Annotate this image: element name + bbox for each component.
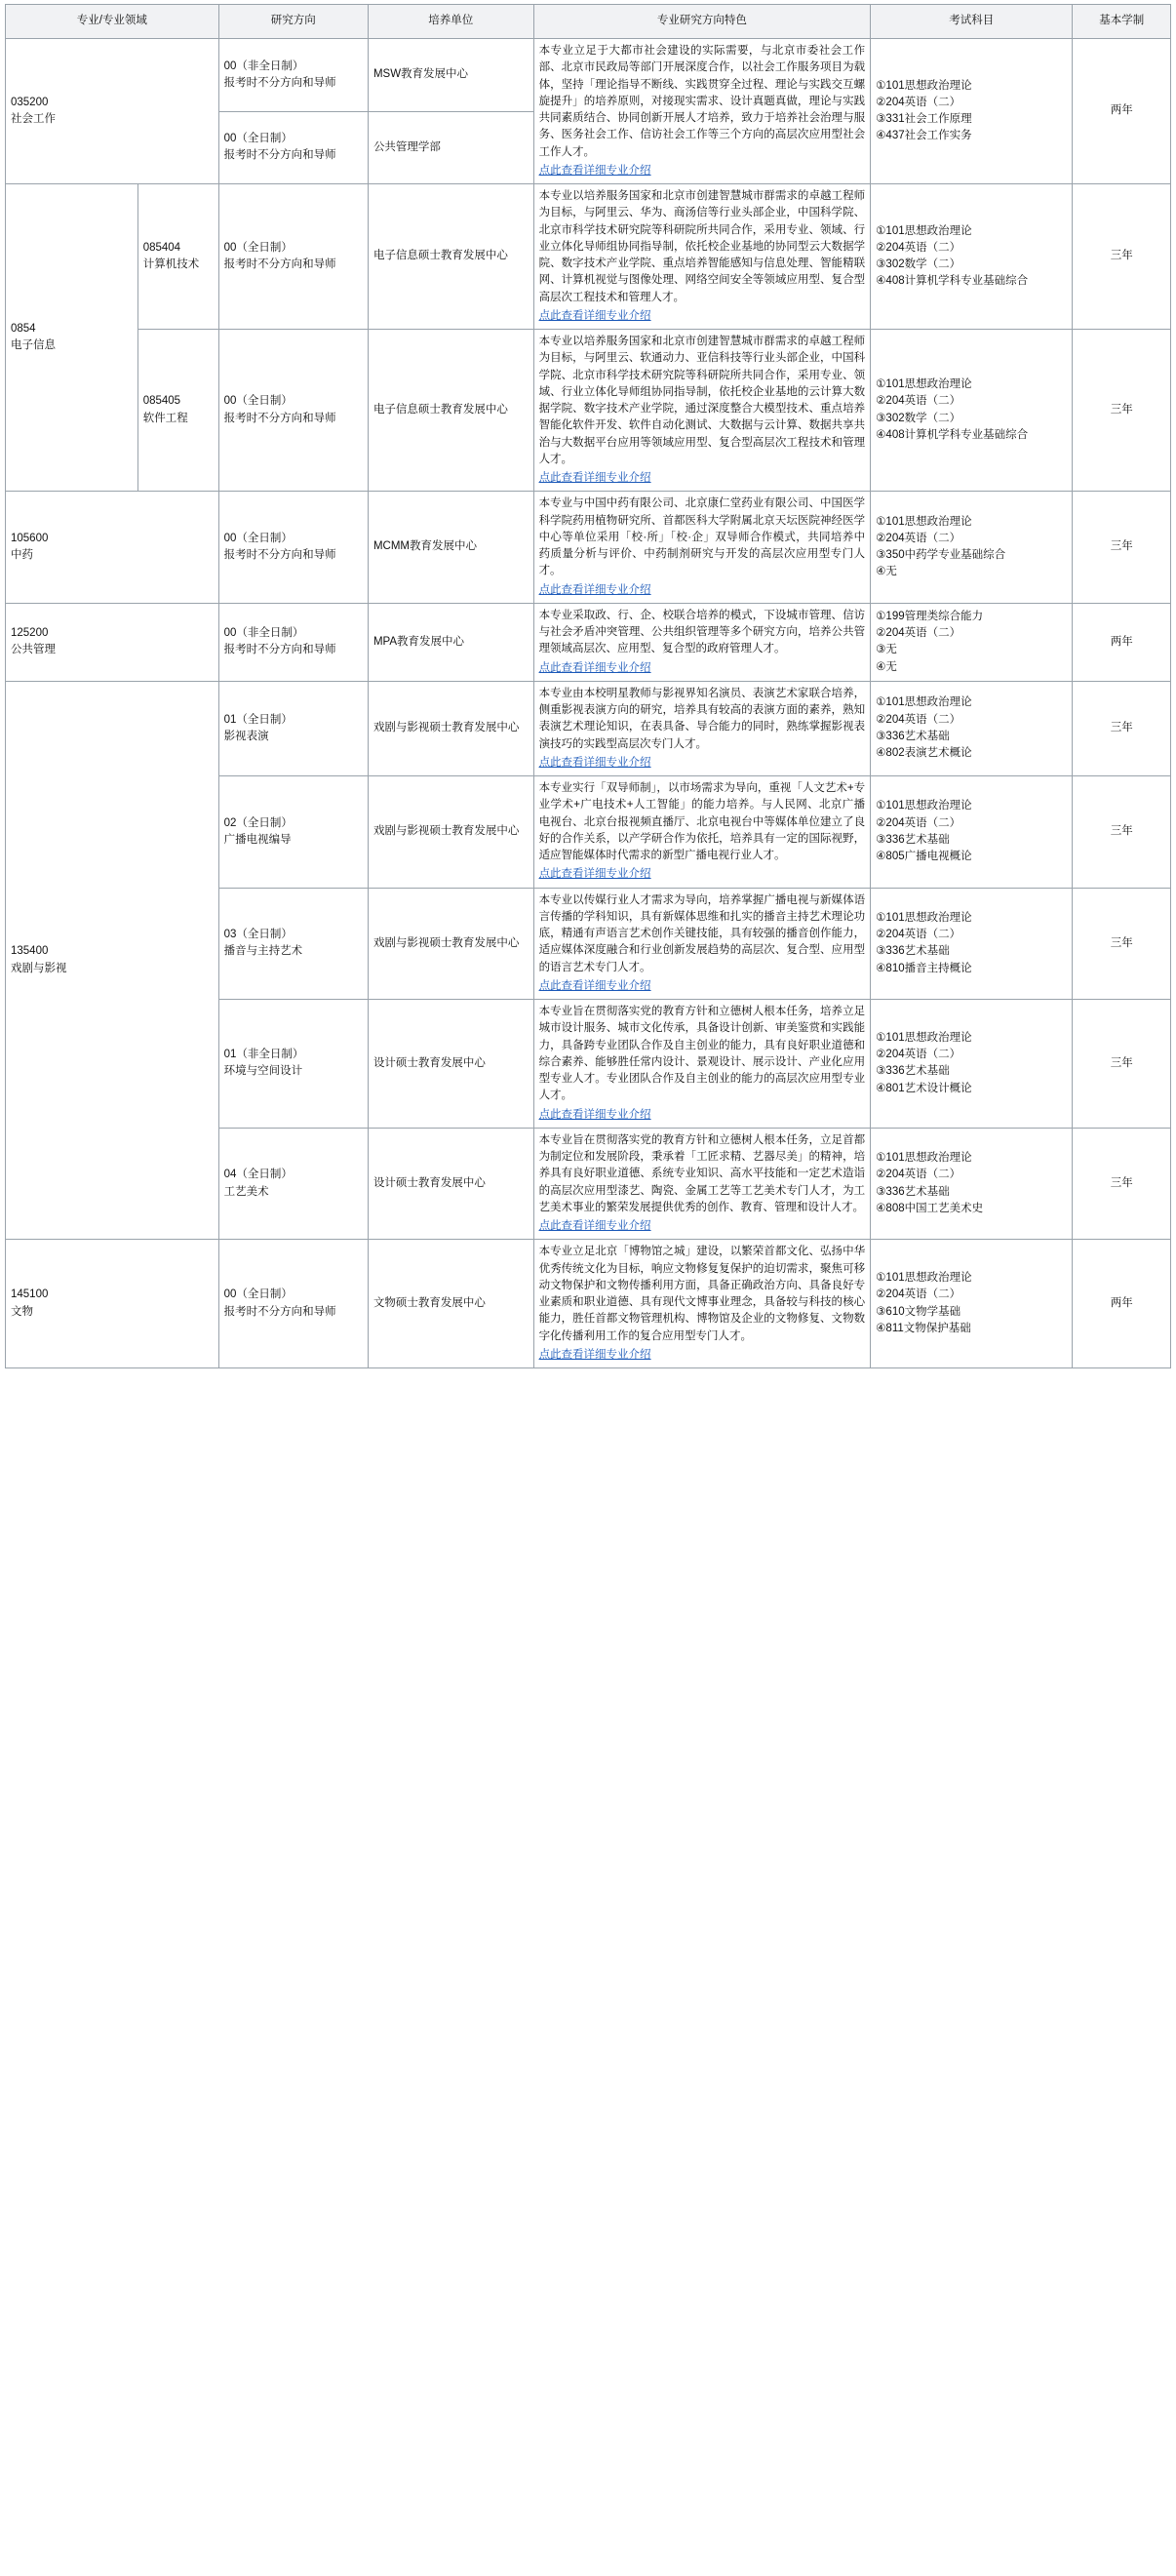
exam-subject: ④437社会工作实务: [876, 130, 972, 142]
exam-subject: ②204英语（二）: [876, 532, 961, 544]
major-name: 社会工作: [11, 113, 56, 125]
detail-link[interactable]: 点此查看详细专业介绍: [538, 1348, 651, 1361]
exam-subject: ②204英语（二）: [876, 395, 961, 408]
detail-link[interactable]: 点此查看详细专业介绍: [538, 1108, 651, 1121]
study-years-cell: 三年: [1073, 888, 1171, 1000]
detail-link[interactable]: 点此查看详细专业介绍: [538, 868, 651, 881]
detail-link[interactable]: 点此查看详细专业介绍: [538, 756, 651, 769]
major-code: 105600: [11, 532, 49, 544]
exam-subject: ①101思想政治理论: [876, 224, 972, 237]
exam-subject: ①199管理类综合能力: [876, 610, 984, 622]
exam-subjects-cell: [871, 603, 1073, 681]
exam-subject: ④802表演艺术概论: [876, 747, 972, 760]
direction-code: 01（非全日制）: [223, 1049, 304, 1061]
direction-code: 04（全日制）: [223, 1169, 293, 1181]
exam-subject: ③336艺术基础: [876, 1065, 950, 1078]
field-cell: [137, 330, 218, 492]
exam-subjects-cell: [871, 330, 1073, 492]
feature-text: 本专业立足于大都市社会建设的实际需要，与北京市委社会工作部、北京市民政局等部门开展深度合作，以社会工作服务项目为载体，坚持「理论指导不断线、实践贯穿全过程、理论与实践交互螺旋提升」的培养原则，对接现实需求、设计真题真做，理论与实践共同素质结合、协同创新开展人才培养，致力于培养社会治理与服务、医务社会工作、信访社会工作等三个方向的高层次应用型社会工作人才。: [538, 45, 866, 158]
exam-subject: ③336艺术基础: [876, 1185, 950, 1198]
exam-subject: ④408计算机学科专业基础综合: [876, 428, 1029, 441]
column-header-unit: 培养单位: [368, 5, 533, 39]
training-unit-cell: 设计硕士教育发展中心: [368, 1000, 533, 1129]
exam-subject: ①101思想政治理论: [876, 696, 972, 709]
major-code-cell: [6, 681, 219, 1240]
direction-note: 报考时不分方向和导师: [223, 549, 336, 561]
training-unit-cell: 设计硕士教育发展中心: [368, 1128, 533, 1240]
exam-subject: ④808中国工艺美术史: [876, 1202, 984, 1214]
exam-subjects-cell: [871, 39, 1073, 184]
direction-note: 广播电视编导: [223, 833, 292, 846]
column-header-years: 基本学制: [1073, 5, 1171, 39]
training-unit-cell: 公共管理学部: [368, 111, 533, 184]
training-unit-cell: MSW教育发展中心: [368, 39, 533, 112]
feature-text: 本专业以培养服务国家和北京市创建智慧城市群需求的卓越工程师为目标，与阿里云、软通动力、亚信科技等行业头部企业，中国科学院、北京市科学技术研究院等科研院所共同合作，采用专业、领域、行业立体化导师组协同指导制，依托校企业基地的云计算大数据学院、数字技术产业学院，通过深度整合大模型技术、重点培养智能化软件开发、软件自动化测试、大数据与云计算、数据共享共治与大数据平台应用等领域应用型、复合型高层次工程技术和管理人才。: [538, 336, 866, 465]
field-cell: [137, 184, 218, 330]
column-header-exam: 考试科目: [871, 5, 1073, 39]
training-unit-cell: 文物硕士教育发展中心: [368, 1240, 533, 1368]
direction-cell: [218, 888, 368, 1000]
study-years-cell: 三年: [1073, 330, 1171, 492]
exam-subject: ②204英语（二）: [876, 241, 961, 254]
major-name: 电子信息: [11, 339, 56, 352]
table-row: [6, 492, 1171, 604]
column-header-direction: 研究方向: [218, 5, 368, 39]
major-name: 中药: [11, 549, 33, 561]
detail-link[interactable]: 点此查看详细专业介绍: [538, 164, 651, 177]
study-years-cell: 三年: [1073, 184, 1171, 330]
table-row: [6, 39, 1171, 112]
major-code: 145100: [11, 1288, 49, 1301]
study-years-cell: 三年: [1073, 1128, 1171, 1240]
feature-cell: [533, 1128, 871, 1240]
major-code-cell: [6, 1240, 219, 1368]
direction-note: 报考时不分方向和导师: [223, 76, 336, 89]
field-name: 计算机技术: [142, 258, 200, 270]
table-row: [6, 603, 1171, 681]
exam-subject: ②204英语（二）: [876, 96, 961, 108]
feature-cell: [533, 1240, 871, 1368]
direction-cell: [218, 1240, 368, 1368]
direction-code: 00（非全日制）: [223, 59, 304, 72]
direction-code: 00（全日制）: [223, 395, 293, 408]
table-row: [6, 184, 1171, 330]
exam-subjects-cell: [871, 1000, 1073, 1129]
detail-link[interactable]: 点此查看详细专业介绍: [538, 472, 651, 484]
training-unit-cell: 戏剧与影视硕士教育发展中心: [368, 776, 533, 889]
study-years-cell: 三年: [1073, 776, 1171, 889]
detail-link[interactable]: 点此查看详细专业介绍: [538, 583, 651, 596]
study-years-cell: 两年: [1073, 39, 1171, 184]
major-code-cell: [6, 492, 219, 604]
direction-note: 工艺美术: [223, 1185, 269, 1198]
detail-link[interactable]: 点此查看详细专业介绍: [538, 979, 651, 992]
feature-text: 本专业旨在贯彻落实党的教育方针和立德树人根本任务，培养立足城市设计服务、城市文化传承，具备设计创新、审美鉴赏和实践能力，具备跨专业团队合作及自主创业的能力，具有良好职业道德和综合素养、能够胜任常内设计、景观设计、展示设计、产业化应用型专业人才。专业团队合作及自主创业的能力的高层次应用型专业人才。: [538, 1006, 866, 1102]
direction-note: 环境与空间设计: [223, 1065, 303, 1078]
exam-subject: ③302数学（二）: [876, 258, 961, 270]
exam-subject: ④801艺术设计概论: [876, 1082, 972, 1094]
exam-subject: ①101思想政治理论: [876, 1152, 972, 1164]
exam-subjects-cell: [871, 1128, 1073, 1240]
direction-note: 报考时不分方向和导师: [223, 149, 336, 162]
exam-subjects-cell: [871, 888, 1073, 1000]
direction-note: 播音与主持艺术: [223, 945, 303, 958]
exam-subject: ②204英语（二）: [876, 1288, 961, 1301]
training-unit-cell: MCMM教育发展中心: [368, 492, 533, 604]
major-code: 125200: [11, 627, 49, 639]
table-row: [6, 330, 1171, 492]
exam-subject: ④810播音主持概论: [876, 962, 972, 974]
direction-cell: [218, 776, 368, 889]
major-name: 公共管理: [11, 644, 56, 656]
exam-subject: ③331社会工作原理: [876, 113, 972, 125]
direction-note: 报考时不分方向和导师: [223, 644, 336, 656]
feature-text: 本专业旨在贯彻落实党的教育方针和立德树人根本任务，立足首都为制定位和发展阶段，秉承着「工匠求精、艺器尽美」的精神，培养具有良好职业道德、系统专业知识、高水平技能和一定艺术造诣的高层次应用型漆艺、陶瓷、金属工艺等工艺美术专门人才，为工艺美术事业的繁荣发展提供优秀的创作、教育、管理和设计人才。: [538, 1133, 866, 1213]
direction-code: 01（全日制）: [223, 713, 293, 726]
field-name: 软件工程: [142, 412, 188, 424]
field-code: 085405: [142, 395, 181, 408]
direction-note: 报考时不分方向和导师: [223, 258, 336, 270]
major-name: 文物: [11, 1305, 33, 1318]
exam-subject: ②204英语（二）: [876, 713, 961, 726]
exam-subject: ①101思想政治理论: [876, 1272, 972, 1285]
direction-code: 00（全日制）: [223, 532, 293, 544]
feature-text: 本专业立足北京「博物馆之城」建设，以繁荣首都文化、弘扬中华优秀传统文化为目标，响应文物修复复保护的迫切需求，聚焦可移动文物保护和文物传播利用方面，具备正确政治方向、具备良好专业素质和职业道德、具有现代文博事业理念，具备较与科技的核心能力，胜任首都文物管理机构、博物馆及企业的文物修复、文物数字化传播利用工作的复合应用型专门人才。: [538, 1246, 866, 1342]
exam-subjects-cell: [871, 492, 1073, 604]
exam-subject: ③350中药学专业基础综合: [876, 549, 1006, 561]
table-row: [6, 1240, 1171, 1368]
column-header-feature: 专业研究方向特色: [533, 5, 871, 39]
direction-code: 02（全日制）: [223, 816, 293, 829]
detail-link[interactable]: 点此查看详细专业介绍: [538, 661, 651, 674]
exam-subject: ①101思想政治理论: [876, 378, 972, 391]
direction-code: 00（全日制）: [223, 1288, 293, 1301]
training-unit-cell: MPA教育发展中心: [368, 603, 533, 681]
exam-subject: ②204英语（二）: [876, 1049, 961, 1061]
major-name: 戏剧与影视: [11, 962, 67, 974]
direction-cell: [218, 492, 368, 604]
feature-cell: [533, 330, 871, 492]
exam-subject: ④408计算机学科专业基础综合: [876, 275, 1029, 288]
study-years-cell: 三年: [1073, 681, 1171, 775]
exam-subject: ③336艺术基础: [876, 730, 950, 742]
major-code: 0854: [11, 322, 36, 335]
detail-link[interactable]: 点此查看详细专业介绍: [538, 309, 651, 322]
study-years-cell: 三年: [1073, 1000, 1171, 1129]
exam-subject: ④无: [876, 566, 897, 578]
exam-subject: ①101思想政治理论: [876, 1031, 972, 1044]
direction-cell: [218, 1128, 368, 1240]
table-header-row: [6, 5, 1171, 39]
direction-note: 影视表演: [223, 730, 269, 742]
feature-text: 本专业与中国中药有限公司、北京康仁堂药业有限公司、中国医学科学院药用植物研究所、首都医科大学附属北京天坛医院神经医学中心等单位采用「校·所」「校·企」双导师合作模式，共同培养中药质量分析与评价、中药制剂研究与开发的高层次应用型专门人才。: [538, 497, 866, 577]
exam-subject: ③无: [876, 644, 897, 656]
major-code-cell: [6, 39, 219, 184]
direction-cell: [218, 111, 368, 184]
exam-subject: ②204英语（二）: [876, 816, 961, 829]
exam-subject: ②204英语（二）: [876, 627, 961, 639]
direction-cell: [218, 184, 368, 330]
exam-subjects-cell: [871, 681, 1073, 775]
feature-text: 本专业由本校明星教师与影视界知名演员、表演艺术家联合培养，侧重影视表演方向的研究，培养具有较高的表演方面的素养，熟知表演艺术理论知识，在表具备、导合能力的同时，熟练掌握影视表演技巧的实践型高层次专门人才。: [538, 687, 866, 750]
feature-cell: [533, 681, 871, 775]
detail-link[interactable]: 点此查看详细专业介绍: [538, 1220, 651, 1232]
field-code: 085404: [142, 241, 181, 254]
major-code-cell: [6, 603, 219, 681]
table-body: [6, 39, 1171, 1368]
exam-subject: ②204英语（二）: [876, 1169, 961, 1181]
feature-cell: [533, 184, 871, 330]
study-years-cell: 两年: [1073, 603, 1171, 681]
feature-cell: [533, 1000, 871, 1129]
exam-subject: ②204英语（二）: [876, 929, 961, 940]
feature-cell: [533, 492, 871, 604]
major-catalog-table: [5, 4, 1171, 1368]
exam-subject: ①101思想政治理论: [876, 79, 972, 92]
feature-cell: [533, 888, 871, 1000]
major-code: 135400: [11, 945, 49, 958]
direction-cell: [218, 603, 368, 681]
column-header-major: 专业/专业领域: [6, 5, 219, 39]
direction-note: 报考时不分方向和导师: [223, 412, 336, 424]
direction-cell: [218, 330, 368, 492]
direction-cell: [218, 681, 368, 775]
training-unit-cell: 戏剧与影视硕士教育发展中心: [368, 681, 533, 775]
exam-subject: ④811文物保护基础: [876, 1322, 971, 1334]
exam-subject: ③302数学（二）: [876, 412, 961, 424]
exam-subjects-cell: [871, 1240, 1073, 1368]
feature-text: 本专业采取政、行、企、校联合培养的模式，下设城市管理、信访与社会矛盾冲突管理、公共组织管理等多个研究方向，培养公共管理领域高层次、应用型、复合型的政府管理人才。: [538, 609, 866, 655]
direction-code: 00（非全日制）: [223, 627, 304, 639]
major-code: 035200: [11, 96, 49, 108]
training-unit-cell: 电子信息硕士教育发展中心: [368, 184, 533, 330]
study-years-cell: 两年: [1073, 1240, 1171, 1368]
major-code-cell: [6, 184, 138, 492]
study-years-cell: 三年: [1073, 492, 1171, 604]
table-header: [6, 5, 1171, 39]
exam-subject: ①101思想政治理论: [876, 515, 972, 528]
feature-text: 本专业以培养服务国家和北京市创建智慧城市群需求的卓越工程师为目标，与阿里云、华为、商汤信等行业头部企业，中国科学院、北京市科学技术研究院等科研院所共同合作，采用专业、领域、行业立体化导师组协同指导制，依托校企业基地的协同型云大数据学院、数字技术产业学院、重点培养智能感知与信息处理、智能精联网、计算机视觉与图像处理、网络空间安全等领域应用型、复合型高层次工程技术和管理人才。: [538, 190, 866, 303]
exam-subject: ③336艺术基础: [876, 945, 950, 958]
direction-cell: [218, 39, 368, 112]
exam-subjects-cell: [871, 776, 1073, 889]
direction-code: 00（全日制）: [223, 133, 293, 144]
feature-cell: [533, 776, 871, 889]
direction-code: 03（全日制）: [223, 929, 293, 940]
direction-code: 00（全日制）: [223, 241, 293, 254]
exam-subject: ③336艺术基础: [876, 833, 950, 846]
exam-subject: ①101思想政治理论: [876, 911, 972, 924]
feature-text: 本专业实行「双导师制」，以市场需求为导向，重视「人文艺术+专业学术+广电技术+人工智能」的能力培养。与人民网、北京广播电视台、北京台报视频直播厅、北京电视台中等媒体单位建立了良好的合作关系，以产学研合作为依托，培养具有一定的国际视野，适应智能媒体时代需求的新型广播电视行业人才。: [538, 782, 866, 861]
direction-cell: [218, 1000, 368, 1129]
exam-subject: ①101思想政治理论: [876, 800, 972, 812]
feature-cell: [533, 603, 871, 681]
training-unit-cell: 电子信息硕士教育发展中心: [368, 330, 533, 492]
feature-cell: [533, 39, 871, 184]
training-unit-cell: 戏剧与影视硕士教育发展中心: [368, 888, 533, 1000]
exam-subjects-cell: [871, 184, 1073, 330]
direction-note: 报考时不分方向和导师: [223, 1305, 336, 1318]
exam-subject: ④无: [876, 660, 897, 673]
feature-text: 本专业以传媒行业人才需求为导向，培养掌握广播电视与新媒体语言传播的学科知识，具有新媒体思维和扎实的播音主持艺术理论功底，精通有声语言艺术创作关键技能，具有较强的播音创作能力，适应媒体深度融合和行业创新发展趋势的高层次、复合型、应用型的语言艺术专门人才。: [538, 893, 866, 973]
exam-subject: ③610文物学基础: [876, 1305, 961, 1318]
exam-subject: ④805广播电视概论: [876, 851, 972, 862]
table-row: [6, 681, 1171, 775]
